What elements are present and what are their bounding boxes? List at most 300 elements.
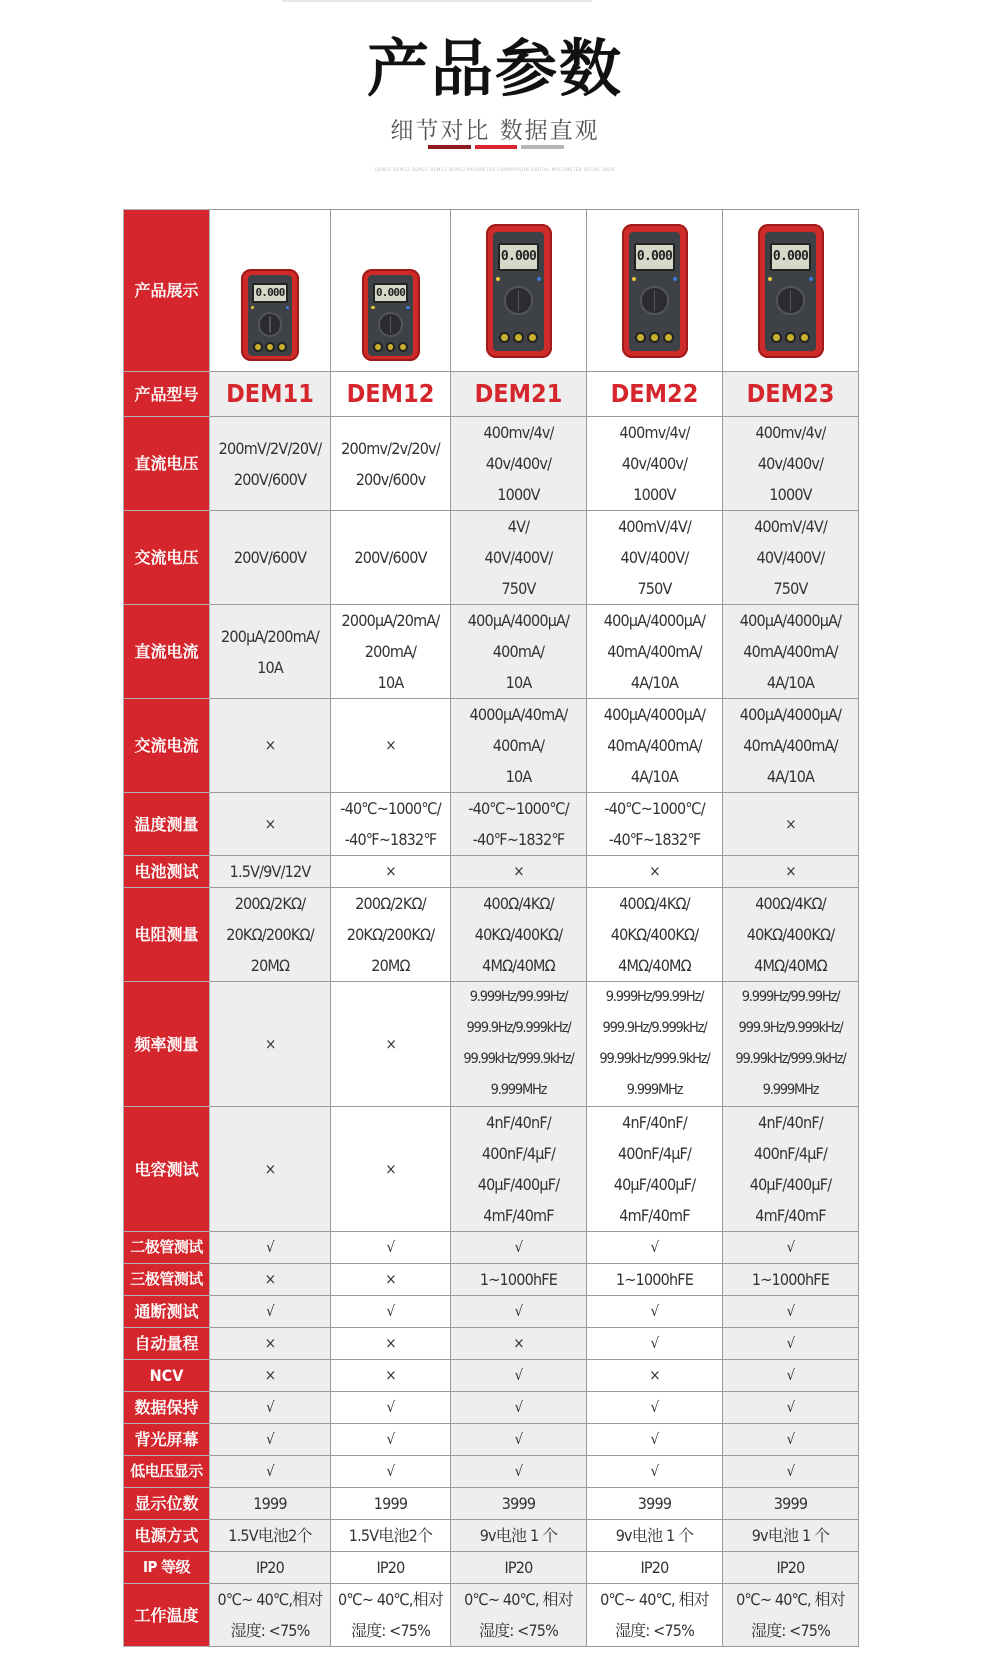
accent-bar-red: [475, 145, 518, 149]
spec-value-line: 400Ω/4KΩ/: [483, 894, 554, 913]
spec-row: [124, 1456, 859, 1488]
spec-value-line: 4MΩ/40MΩ: [618, 956, 691, 975]
model-name-cell: DEM23: [723, 372, 859, 417]
spec-value-line: 200V/600V: [233, 548, 307, 567]
spec-value-line: √: [266, 1302, 274, 1320]
meter-face: [765, 232, 815, 351]
spec-value-line: 1.5V/9V/12V: [229, 862, 311, 881]
row-header-label: 频率测量: [124, 982, 210, 1107]
product-image-row: [124, 210, 859, 372]
meter-face: [368, 275, 412, 357]
spec-value-cell: [723, 1424, 859, 1456]
spec-value-line: ×: [513, 862, 524, 880]
spec-value-cell: [210, 1456, 331, 1488]
spec-value-cell: [587, 699, 723, 793]
spec-value-line: 4A/10A: [630, 767, 679, 786]
spec-value-line: √: [650, 1302, 659, 1320]
row-header-label: 数据保持: [124, 1392, 210, 1424]
spec-row: [124, 982, 859, 1107]
spec-value-line: 1999: [253, 1494, 287, 1513]
spec-value-line: 400mV/4V/: [618, 517, 691, 536]
spec-value-line: 9.999Hz/99.99Hz/: [605, 989, 704, 1005]
spec-value-line: √: [514, 1430, 523, 1448]
spec-value-cell: [451, 982, 587, 1107]
spec-value-line: 400mA/: [492, 642, 545, 661]
spec-value-cell: [331, 1107, 451, 1232]
spec-value-cell: [331, 1296, 451, 1328]
spec-value-line: ×: [264, 736, 276, 754]
row-header-label: 工作温度: [124, 1584, 210, 1647]
spec-value-line: 10A: [505, 673, 532, 692]
rotary-dial-icon: [378, 312, 403, 337]
spec-value-line: 4mF/40mF: [619, 1206, 690, 1225]
spec-value-line: 200V/600V: [233, 469, 307, 489]
probe-jacks: [769, 332, 811, 344]
spec-value-line: 1~1000hFE: [615, 1270, 694, 1289]
spec-value-cell: [210, 1328, 331, 1360]
multimeter-image: [362, 269, 420, 361]
spec-value-line: √: [786, 1238, 795, 1256]
multimeter-image: [241, 269, 299, 361]
page-subtitle: 细节对比 数据直观: [390, 118, 600, 144]
spec-value-cell: [331, 699, 451, 793]
spec-value-line: 750V: [501, 579, 536, 598]
multimeter-image: [622, 224, 688, 358]
spec-value-line: 400μA/4000μA/: [739, 611, 842, 630]
spec-value-cell: [210, 605, 331, 699]
spec-value-cell: [210, 1424, 331, 1456]
spec-value-line: 10A: [505, 767, 532, 786]
spec-row: [124, 1107, 859, 1232]
spec-value-line: 1000V: [769, 485, 812, 504]
spec-value-cell: [331, 1360, 451, 1392]
spec-value-line: ×: [649, 1366, 660, 1384]
spec-value-line: 湿度: <75%: [614, 1621, 695, 1640]
spec-row: [124, 1552, 859, 1584]
spec-value-line: IP20: [504, 1558, 533, 1577]
row-header-label: 背光屏幕: [124, 1424, 210, 1456]
function-button-icon: [768, 277, 772, 281]
rotary-dial-icon: [640, 286, 668, 314]
probe-jacks: [497, 332, 539, 344]
spec-row: [124, 417, 859, 511]
spec-value-line: 40mA/400mA/: [607, 736, 702, 755]
spec-value-cell: [331, 1520, 451, 1552]
spec-value-line: 10A: [377, 673, 404, 692]
spec-value-cell: [723, 793, 859, 856]
spec-value-cell: [587, 1264, 723, 1296]
row-header-label: 低电压显示: [124, 1456, 210, 1488]
row-header-label: 三极管测试: [124, 1264, 210, 1296]
spec-row: [124, 511, 859, 605]
spec-value-line: √: [650, 1462, 659, 1480]
spec-value-line: 0℃~ 40℃,相对: [337, 1590, 444, 1609]
spec-value-line: 4A/10A: [766, 673, 815, 692]
spec-value-line: 40V/400V/: [484, 548, 553, 567]
spec-value-cell: [587, 1392, 723, 1424]
probe-jacks: [633, 332, 675, 344]
spec-value-line: 400μA/4000μA/: [739, 705, 842, 724]
spec-value-line: ×: [385, 1334, 396, 1352]
spec-value-line: 400mA/: [492, 736, 545, 755]
function-button-icon: [286, 306, 290, 310]
spec-value-cell: [587, 605, 723, 699]
spec-value-line: √: [650, 1334, 659, 1352]
spec-value-line: 400nF/4μF/: [753, 1144, 828, 1163]
spec-value-line: 0℃~ 40℃, 相对: [600, 1590, 709, 1609]
spec-value-line: ×: [785, 814, 796, 833]
spec-value-line: 40mA/400mA/: [743, 642, 838, 661]
spec-value-line: 40KΩ/400KΩ/: [610, 925, 699, 944]
spec-value-line: 200mv/2v/20v/: [341, 438, 440, 458]
spec-value-cell: [723, 605, 859, 699]
spec-row: [124, 1488, 859, 1520]
row-header-label: 产品型号: [124, 372, 210, 417]
spec-value-cell: [723, 1107, 859, 1232]
spec-value-line: ×: [264, 1159, 276, 1178]
top-divider-line: [282, 0, 592, 2]
spec-value-line: 40V/400V/: [620, 548, 689, 567]
spec-value-cell: [587, 417, 723, 511]
spec-value-line: 999.9Hz/9.999kHz/: [738, 1020, 843, 1036]
spec-value-line: 40KΩ/400KΩ/: [474, 925, 563, 944]
row-header-label: 产品展示: [124, 210, 210, 372]
spec-value-cell: [210, 1107, 331, 1232]
spec-value-cell: [723, 1584, 859, 1647]
spec-value-cell: [587, 982, 723, 1107]
spec-value-line: 400nF/4μF/: [481, 1144, 556, 1163]
spec-value-cell: [210, 1584, 331, 1647]
spec-value-line: 4A/10A: [766, 767, 815, 786]
spec-value-line: 4V/: [507, 517, 530, 536]
row-header-label: NCV: [124, 1360, 210, 1392]
spec-value-cell: [451, 1392, 587, 1424]
function-button-icon: [673, 277, 677, 281]
function-button-icon: [406, 306, 410, 310]
model-name-cell: DEM21: [451, 372, 587, 417]
spec-value-cell: [331, 1488, 451, 1520]
spec-value-line: 40μF/400μF/: [477, 1175, 560, 1194]
spec-value-line: 湿度: <75%: [230, 1621, 310, 1640]
spec-value-cell: [210, 1296, 331, 1328]
spec-value-line: 0℃~ 40℃,相对: [217, 1590, 323, 1609]
spec-value-cell: [331, 1328, 451, 1360]
spec-value-cell: [451, 1107, 587, 1232]
spec-value-cell: [451, 1360, 587, 1392]
meter-face: [493, 232, 543, 351]
spec-value-cell: [451, 1520, 587, 1552]
spec-value-line: ×: [385, 1159, 396, 1178]
spec-value-cell: [331, 888, 451, 982]
spec-value-line: 40μF/400μF/: [749, 1175, 832, 1194]
spec-value-line: 750V: [773, 579, 808, 598]
spec-value-line: -40℃~1000℃/: [340, 799, 441, 818]
spec-value-line: √: [786, 1462, 795, 1480]
spec-value-line: 9.999MHz: [626, 1082, 683, 1098]
spec-value-cell: [723, 888, 859, 982]
spec-value-line: -40℉~1832℉: [608, 830, 701, 849]
spec-value-cell: [723, 699, 859, 793]
spec-row: [124, 1264, 859, 1296]
spec-value-line: 400mv/4v/: [483, 423, 554, 442]
spec-value-line: √: [786, 1366, 795, 1384]
spec-value-line: √: [514, 1398, 523, 1416]
spec-value-line: √: [514, 1366, 523, 1384]
function-button-icon: [496, 277, 500, 281]
spec-value-line: √: [650, 1398, 659, 1416]
row-header-label: 直流电压: [124, 417, 210, 511]
spec-value-cell: [210, 1232, 331, 1264]
spec-value-line: 40KΩ/400KΩ/: [746, 925, 835, 944]
spec-value-line: √: [266, 1398, 274, 1416]
spec-value-cell: [331, 511, 451, 605]
spec-value-line: 40mA/400mA/: [607, 642, 702, 661]
spec-value-cell: [723, 417, 859, 511]
spec-value-line: √: [266, 1462, 274, 1480]
function-button-icon: [251, 306, 255, 310]
row-header-label: 电池测试: [124, 856, 210, 888]
spec-value-line: √: [514, 1302, 523, 1320]
spec-value-cell: [331, 1456, 451, 1488]
spec-row: [124, 1392, 859, 1424]
spec-value-line: √: [386, 1398, 395, 1416]
function-button-icon: [371, 306, 375, 310]
spec-row: [124, 1296, 859, 1328]
spec-value-cell: [331, 1232, 451, 1264]
spec-value-cell: [587, 1107, 723, 1232]
meter-lcd-display: 0.000: [373, 283, 408, 303]
function-button-icon: [632, 277, 636, 281]
spec-value-line: 99.99kHz/999.9kHz/: [735, 1051, 846, 1067]
spec-value-line: 4MΩ/40MΩ: [482, 956, 555, 975]
spec-value-cell: [451, 1552, 587, 1584]
spec-value-line: 4000μA/40mA/: [469, 705, 568, 724]
spec-value-line: IP20: [376, 1558, 405, 1577]
spec-value-line: -40℃~1000℃/: [468, 799, 569, 818]
spec-value-cell: [723, 1360, 859, 1392]
multimeter-image: [486, 224, 552, 358]
model-name-cell: DEM22: [587, 372, 723, 417]
spec-value-line: 4nF/40nF/: [622, 1113, 687, 1132]
spec-row: [124, 605, 859, 699]
spec-row: [124, 1232, 859, 1264]
spec-value-line: 1~1000hFE: [479, 1270, 558, 1289]
spec-value-line: 400Ω/4KΩ/: [755, 894, 826, 913]
spec-value-line: 2000μA/20mA/: [341, 611, 440, 630]
spec-value-cell: [587, 1424, 723, 1456]
spec-value-cell: [587, 888, 723, 982]
row-header-label: 电阻测量: [124, 888, 210, 982]
spec-row: [124, 1360, 859, 1392]
spec-value-cell: [451, 699, 587, 793]
row-header-label: 交流电流: [124, 699, 210, 793]
function-button-icon: [537, 277, 541, 281]
spec-value-cell: [451, 1456, 587, 1488]
spec-value-line: √: [786, 1430, 795, 1448]
spec-row: [124, 1584, 859, 1647]
spec-value-cell: [451, 605, 587, 699]
spec-value-cell: [587, 1520, 723, 1552]
spec-value-cell: [210, 1264, 331, 1296]
spec-value-line: 3999: [773, 1494, 808, 1513]
spec-value-cell: [210, 793, 331, 856]
spec-value-cell: [587, 1488, 723, 1520]
spec-value-line: 4mF/40mF: [483, 1206, 554, 1225]
spec-value-cell: [210, 1520, 331, 1552]
spec-value-line: ×: [264, 1270, 276, 1288]
spec-value-line: 40mA/400mA/: [743, 736, 838, 755]
spec-row: [124, 699, 859, 793]
spec-value-line: -40℃~1000℃/: [604, 799, 705, 818]
model-name-cell: DEM11: [210, 372, 331, 417]
spec-value-cell: [587, 511, 723, 605]
spec-value-cell: [331, 982, 451, 1107]
accent-bar-dark-red: [428, 145, 471, 149]
spec-value-cell: [723, 1392, 859, 1424]
spec-value-cell: [210, 856, 331, 888]
spec-value-cell: [210, 1360, 331, 1392]
spec-value-line: √: [386, 1462, 395, 1480]
spec-value-cell: [451, 417, 587, 511]
spec-value-cell: [451, 511, 587, 605]
multimeter-image: [758, 224, 824, 358]
spec-value-line: 999.9Hz/9.999kHz/: [602, 1020, 707, 1036]
spec-value-line: 3999: [501, 1494, 536, 1513]
spec-value-cell: [587, 856, 723, 888]
spec-value-line: 10A: [257, 657, 283, 677]
spec-value-line: 40v/400v/: [485, 454, 552, 473]
spec-row: [124, 856, 859, 888]
spec-value-cell: [587, 793, 723, 856]
spec-value-line: 999.9Hz/9.999kHz/: [466, 1020, 571, 1036]
spec-value-line: 湿度: <75%: [750, 1621, 831, 1640]
spec-value-line: 400mv/4v/: [755, 423, 826, 442]
accent-bar-gray: [521, 145, 564, 149]
spec-value-line: ×: [385, 1270, 396, 1288]
meter-lcd-display: 0.000: [634, 243, 674, 271]
spec-value-cell: [723, 1552, 859, 1584]
spec-value-cell: [210, 699, 331, 793]
spec-value-line: 4nF/40nF/: [486, 1113, 551, 1132]
spec-value-cell: [723, 1296, 859, 1328]
spec-value-line: 9.999MHz: [762, 1082, 819, 1098]
spec-value-cell: [451, 1584, 587, 1647]
model-row: [124, 372, 859, 417]
spec-value-cell: [210, 1488, 331, 1520]
spec-value-line: 40μF/400μF/: [613, 1175, 696, 1194]
spec-value-cell: [331, 1424, 451, 1456]
spec-value-cell: [451, 1296, 587, 1328]
spec-value-cell: [210, 888, 331, 982]
spec-value-line: ×: [264, 814, 276, 833]
spec-value-cell: [210, 1552, 331, 1584]
spec-value-line: 200V/600V: [354, 548, 427, 567]
spec-value-line: 3999: [637, 1494, 672, 1513]
spec-value-line: 4A/10A: [630, 673, 679, 692]
spec-value-line: 0℃~ 40℃, 相对: [464, 1590, 573, 1609]
spec-value-cell: [587, 1328, 723, 1360]
spec-value-line: 1000V: [497, 485, 540, 504]
spec-value-line: 20MΩ: [250, 956, 290, 975]
spec-value-line: ×: [264, 1366, 276, 1384]
spec-value-line: 99.99kHz/999.9kHz/: [463, 1051, 574, 1067]
spec-value-cell: [451, 856, 587, 888]
spec-value-line: 750V: [637, 579, 672, 598]
spec-value-line: ×: [785, 862, 796, 880]
product-image-cell: [587, 210, 723, 372]
spec-value-line: 20KΩ/200KΩ/: [346, 925, 435, 944]
spec-value-line: IP20: [255, 1558, 285, 1577]
spec-value-cell: [723, 1264, 859, 1296]
spec-value-line: 20MΩ: [371, 956, 410, 975]
spec-value-cell: [587, 1232, 723, 1264]
spec-value-cell: [723, 1456, 859, 1488]
row-header-label: 通断测试: [124, 1296, 210, 1328]
spec-value-line: √: [786, 1398, 795, 1416]
spec-value-cell: [723, 1232, 859, 1264]
spec-value-cell: [587, 1552, 723, 1584]
row-header-label: 自动量程: [124, 1328, 210, 1360]
spec-value-line: √: [514, 1238, 523, 1256]
rotary-dial-icon: [258, 312, 283, 337]
spec-value-cell: [451, 1328, 587, 1360]
spec-value-line: 1~1000hFE: [751, 1270, 830, 1289]
meter-face: [248, 275, 292, 357]
spec-value-cell: [723, 511, 859, 605]
row-header-label: 直流电流: [124, 605, 210, 699]
spec-value-line: 1000V: [633, 485, 676, 504]
spec-value-cell: [331, 417, 451, 511]
spec-value-line: √: [514, 1462, 523, 1480]
model-name-cell: DEM12: [331, 372, 451, 417]
spec-value-line: ×: [385, 1034, 396, 1053]
spec-value-line: ×: [385, 736, 396, 754]
spec-value-cell: [331, 1552, 451, 1584]
spec-value-cell: [210, 417, 331, 511]
spec-value-line: -40℉~1832℉: [344, 830, 437, 849]
meter-lcd-display: 0.000: [252, 283, 287, 303]
spec-value-line: √: [786, 1334, 795, 1352]
spec-value-line: ×: [264, 1334, 276, 1352]
spec-value-cell: [331, 1264, 451, 1296]
spec-value-cell: [210, 511, 331, 605]
spec-row: [124, 888, 859, 982]
spec-value-line: 湿度: <75%: [350, 1621, 431, 1640]
spec-value-line: 40v/400v/: [621, 454, 688, 473]
spec-value-line: 200mA/: [364, 642, 417, 661]
spec-value-line: 湿度: <75%: [478, 1621, 559, 1640]
spec-value-line: 40v/400v/: [757, 454, 824, 473]
spec-value-line: ×: [649, 862, 660, 880]
spec-value-line: √: [266, 1430, 274, 1448]
meter-face: [629, 232, 679, 351]
spec-value-cell: [723, 1488, 859, 1520]
spec-value-cell: [451, 1488, 587, 1520]
spec-value-line: 4MΩ/40MΩ: [754, 956, 827, 975]
spec-row: [124, 1520, 859, 1552]
spec-value-line: 9.999MHz: [490, 1082, 547, 1098]
spec-value-cell: [210, 982, 331, 1107]
spec-value-line: √: [786, 1302, 795, 1320]
product-image-cell: [210, 210, 331, 372]
spec-value-line: IP20: [776, 1558, 805, 1577]
spec-value-line: 99.99kHz/999.9kHz/: [599, 1051, 710, 1067]
spec-value-cell: [723, 856, 859, 888]
spec-value-cell: [451, 1264, 587, 1296]
spec-value-cell: [451, 1232, 587, 1264]
spec-value-cell: [723, 1520, 859, 1552]
spec-value-line: √: [386, 1430, 395, 1448]
